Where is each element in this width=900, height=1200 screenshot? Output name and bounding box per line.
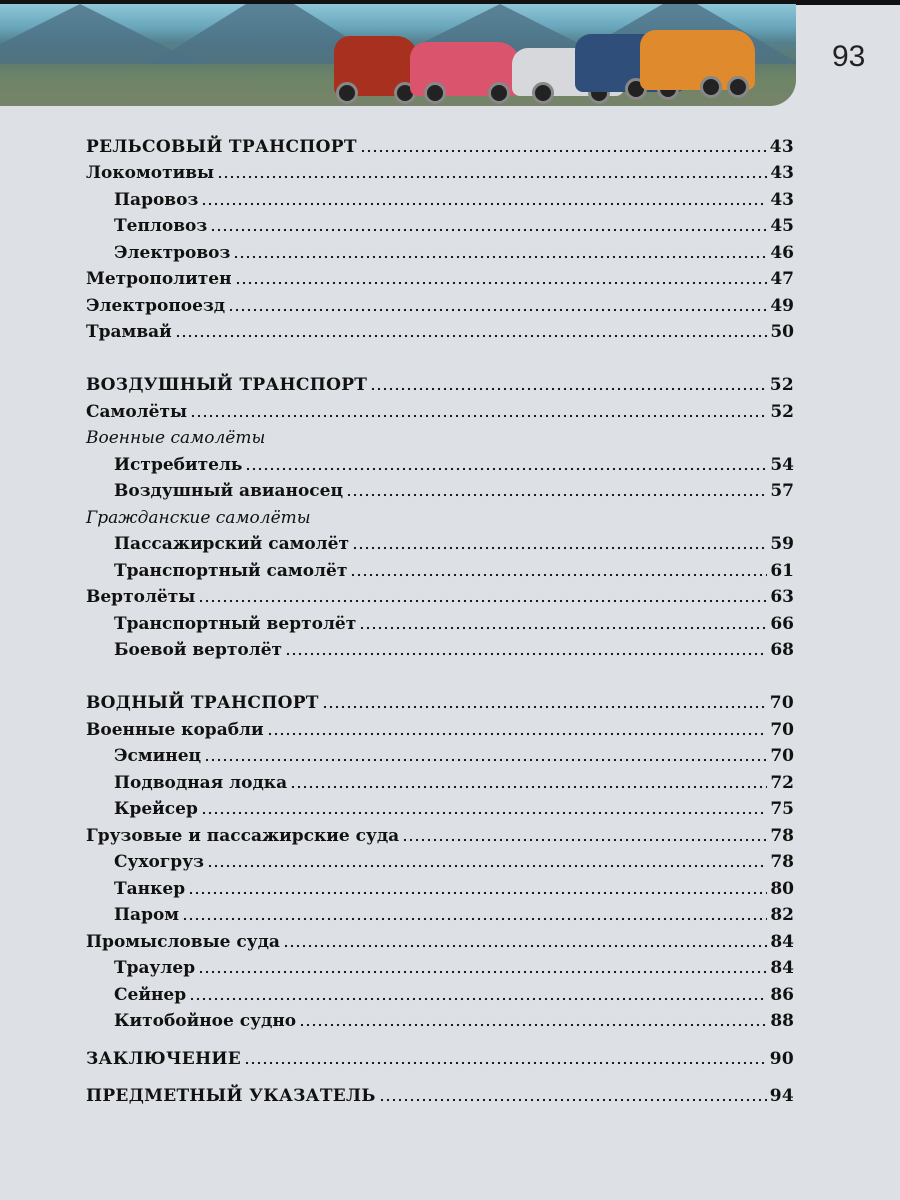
toc-entry[interactable]	[86, 1042, 794, 1069]
toc-entry-title: Военные самолёты	[86, 428, 266, 448]
toc-entry[interactable]	[86, 1080, 794, 1107]
toc-entry-title: Электровоз	[114, 242, 231, 263]
toc-entry-title: Транспортный вертолёт	[114, 613, 357, 634]
toc-entry-page: 47	[770, 269, 794, 289]
toc-entry[interactable]	[86, 1005, 794, 1032]
toc-entry-title: Танкер	[114, 878, 186, 899]
toc-entry-page: 90	[769, 1048, 794, 1069]
toc-entry-title: Боевой вертолёт	[114, 640, 283, 660]
toc-entry[interactable]	[86, 766, 794, 793]
toc-entry-page: 43	[770, 163, 794, 183]
dot-leader	[188, 891, 767, 895]
toc-entry-title: Крейсер	[114, 799, 198, 819]
toc-entry-page: 59	[770, 534, 794, 554]
toc-entry-page: 88	[770, 1011, 794, 1031]
toc-entry-title: Метрополитен	[86, 269, 232, 289]
toc-entry-page: 45	[770, 216, 794, 236]
toc-entry[interactable]	[86, 607, 794, 634]
toc-entry-page: 68	[770, 640, 794, 660]
dot-leader	[175, 334, 767, 338]
toc-entry-page: 75	[770, 799, 794, 819]
toc-entry-page: 70	[770, 719, 794, 740]
toc-entry-title: Тепловоз	[114, 216, 208, 236]
toc-entry[interactable]	[86, 925, 794, 952]
toc-entry-title: Военные корабли	[86, 719, 264, 740]
toc-entry-title: Подводная лодка	[114, 772, 288, 793]
toc-entry-page: 61	[770, 560, 794, 581]
dot-leader	[290, 785, 767, 789]
toc-entry-page: 84	[770, 931, 794, 952]
dot-leader	[402, 838, 767, 842]
dot-leader	[233, 255, 767, 259]
dot-leader	[201, 811, 767, 815]
toc-entry-page: 94	[769, 1086, 794, 1106]
dot-leader	[182, 917, 767, 921]
dot-leader	[245, 467, 767, 471]
toc-entry[interactable]	[86, 157, 794, 184]
toc-entry-title: Истребитель	[114, 454, 243, 475]
toc-entry[interactable]	[86, 528, 794, 555]
toc-entry-title: ВОЗДУШНЫЙ ТРАНСПОРТ	[86, 375, 368, 395]
toc-entry-title: Электропоезд	[86, 295, 226, 316]
dot-leader	[379, 1098, 767, 1102]
dot-leader	[198, 599, 767, 603]
toc-entry[interactable]	[86, 130, 794, 157]
toc-entry-title: Грузовые и пассажирские суда	[86, 825, 400, 846]
toc-entry-page: 72	[770, 772, 794, 793]
page-number: 93	[832, 40, 866, 73]
toc-entry[interactable]	[86, 289, 794, 316]
toc-entry[interactable]	[86, 634, 794, 661]
toc-entry[interactable]	[86, 740, 794, 767]
toc-entry-title: Сейнер	[114, 984, 187, 1005]
toc-entry[interactable]	[86, 952, 794, 979]
toc-entry[interactable]	[86, 819, 794, 846]
dot-leader	[210, 228, 767, 232]
toc-entry[interactable]	[86, 846, 794, 873]
toc-entry-title: Паровоз	[114, 189, 199, 210]
toc-entry-page: 84	[770, 958, 794, 978]
toc-entry-page: 86	[770, 984, 794, 1005]
dot-leader	[204, 758, 767, 762]
dot-leader	[201, 202, 767, 206]
toc-entry-title: Воздушный авианосец	[114, 481, 344, 501]
toc-entry-title: Китобойное судно	[114, 1011, 297, 1031]
toc-entry[interactable]	[86, 872, 794, 899]
toc-entry-page: 43	[769, 136, 794, 157]
toc-entry[interactable]	[86, 899, 794, 926]
toc-entry-page: 50	[770, 322, 794, 342]
dot-leader	[198, 970, 767, 974]
toc-entry-page: 78	[770, 852, 794, 872]
toc-entry-title: Вертолёты	[86, 587, 196, 607]
toc-entry-page: 52	[769, 375, 794, 395]
toc-entry-page: 43	[770, 189, 794, 210]
toc-entry-title: РЕЛЬСОВЫЙ ТРАНСПОРТ	[86, 136, 357, 157]
toc-entry-title: Траулер	[114, 958, 196, 978]
toc-entry[interactable]	[86, 687, 794, 714]
toc-entry-page: 70	[770, 746, 794, 766]
dot-leader	[346, 493, 767, 497]
toc-entry[interactable]	[86, 793, 794, 820]
toc-entry-page: 54	[770, 454, 794, 475]
toc-entry-title: Самолёты	[86, 401, 188, 422]
toc-entry[interactable]	[86, 422, 794, 449]
dot-leader	[190, 414, 767, 418]
dot-leader	[217, 175, 767, 179]
toc-entry-page: 52	[770, 401, 794, 422]
dot-leader	[228, 308, 767, 312]
toc-entry-page: 80	[770, 878, 794, 899]
dot-leader	[207, 864, 767, 868]
toc-entry[interactable]	[86, 236, 794, 263]
dot-leader	[267, 732, 767, 736]
toc-entry[interactable]	[86, 263, 794, 290]
dot-leader	[322, 705, 767, 709]
dot-leader	[285, 652, 767, 656]
toc-entry-title: Трамвай	[86, 322, 172, 342]
toc-entry-title: Сухогруз	[114, 852, 204, 872]
toc-entry[interactable]	[86, 316, 794, 343]
toc-entry-page: 78	[770, 825, 794, 846]
toc-entry-title: Промысловые суда	[86, 931, 280, 952]
toc-entry-page: 70	[769, 693, 794, 713]
toc-entry-title: Паром	[114, 905, 180, 925]
toc-entry[interactable]	[86, 581, 794, 608]
toc-entry[interactable]	[86, 475, 794, 502]
toc-entry[interactable]	[86, 369, 794, 396]
toc-entry-title: ВОДНЫЙ ТРАНСПОРТ	[86, 693, 319, 713]
toc-entry-page: 49	[770, 295, 794, 316]
toc-entry-title: Пассажирский самолёт	[114, 534, 350, 554]
dot-leader	[360, 149, 767, 153]
toc-entry-title: Гражданские самолёты	[86, 507, 311, 528]
toc-entry-page: 82	[770, 905, 794, 925]
dot-leader	[244, 1061, 767, 1065]
toc-entry[interactable]	[86, 501, 794, 528]
table-of-contents	[86, 130, 794, 1106]
toc-entry[interactable]	[86, 554, 794, 581]
toc-entry-title: Локомотивы	[86, 163, 215, 183]
toc-entry[interactable]	[86, 183, 794, 210]
dot-leader	[235, 281, 767, 285]
dot-leader	[299, 1023, 767, 1027]
toc-entry[interactable]	[86, 978, 794, 1005]
dot-leader	[189, 997, 767, 1001]
toc-entry[interactable]	[86, 448, 794, 475]
toc-entry-page: 46	[770, 242, 794, 263]
toc-entry-title: Эсминец	[114, 746, 202, 766]
dot-leader	[350, 573, 767, 577]
header-banner	[0, 4, 796, 106]
dot-leader	[370, 387, 766, 391]
toc-entry-page: 63	[770, 587, 794, 607]
toc-entry-page: 66	[770, 613, 794, 634]
dot-leader	[283, 944, 767, 948]
toc-entry-title: ЗАКЛЮЧЕНИЕ	[86, 1048, 242, 1069]
toc-entry[interactable]	[86, 210, 794, 237]
dot-leader	[359, 626, 767, 630]
toc-entry[interactable]	[86, 713, 794, 740]
dot-leader	[352, 546, 767, 550]
toc-entry-title: ПРЕДМЕТНЫЙ УКАЗАТЕЛЬ	[86, 1086, 376, 1106]
toc-entry-title: Транспортный самолёт	[114, 560, 348, 581]
toc-entry[interactable]	[86, 395, 794, 422]
toc-entry-page: 57	[770, 481, 794, 501]
